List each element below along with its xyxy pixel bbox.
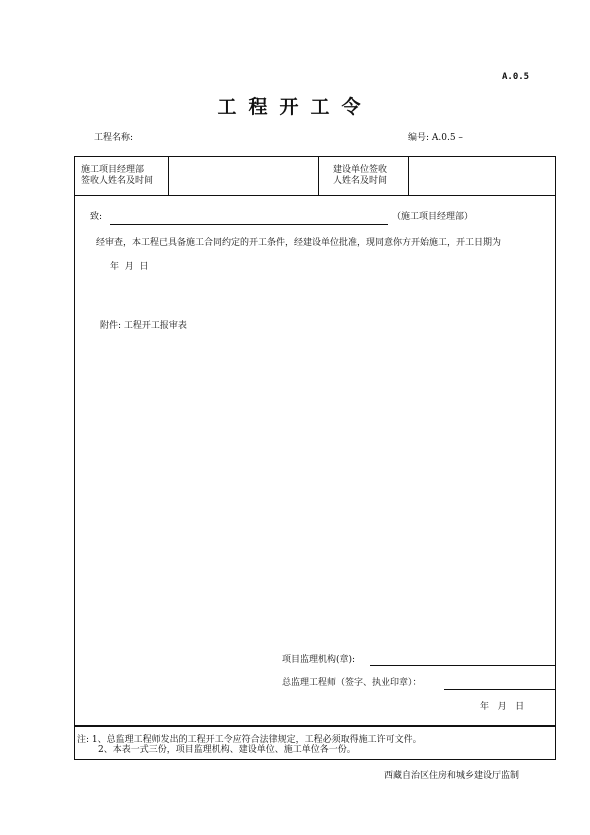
notes-box — [74, 726, 556, 760]
supervision-org-underline[interactable] — [370, 665, 555, 666]
sign-date: 年 月 日 — [480, 702, 525, 712]
order-body — [74, 196, 556, 726]
contractor-signature-field[interactable] — [169, 157, 319, 195]
owner-label-line2: 人姓名及时间 — [333, 176, 388, 186]
owner-signature-field[interactable] — [409, 157, 555, 195]
to-label: 致: — [90, 212, 103, 222]
recipient-suffix: （施工项目经理部） — [392, 212, 474, 222]
note-1: 注: 1、总监理工程师发出的工程开工令应符合法律规定，工程必须取得施工许可文件。 — [77, 735, 422, 745]
page-title: 工程开工令 — [217, 96, 373, 118]
chief-engineer-underline[interactable] — [444, 689, 555, 690]
contractor-label-line1: 施工项目经理部 — [81, 165, 145, 175]
supervision-org-label: 项目监理机构(章): — [282, 655, 356, 665]
contractor-signature-label — [75, 157, 169, 195]
form-code: A.0.5 — [502, 72, 530, 82]
footer-issuer: 西藏自治区住房和城乡建设厅监制 — [384, 771, 520, 781]
order-paragraph: 经审查，本工程已具备施工合同约定的开工条件，经建设单位批准，现同意你方开始施工，开工日期为 — [96, 238, 502, 248]
owner-label-line1: 建设单位签收 — [333, 165, 388, 175]
attachment-label: 附件: 工程开工报审表 — [100, 321, 187, 331]
form-number-label: 编号: A.0.5 – — [408, 133, 463, 143]
project-name-label: 工程名称: — [94, 133, 134, 143]
recipient-underline[interactable] — [110, 224, 388, 225]
start-date-line: 年 月 日 — [110, 262, 149, 272]
note-2: 2、本表一式三份，项目监理机构、建设单位、施工单位各一份。 — [98, 745, 356, 755]
owner-signature-label — [319, 157, 409, 195]
signature-table — [74, 156, 556, 196]
contractor-label-line2: 签收人姓名及时间 — [81, 176, 154, 186]
chief-engineer-label: 总监理工程师（签字、执业印章）： — [282, 678, 422, 688]
